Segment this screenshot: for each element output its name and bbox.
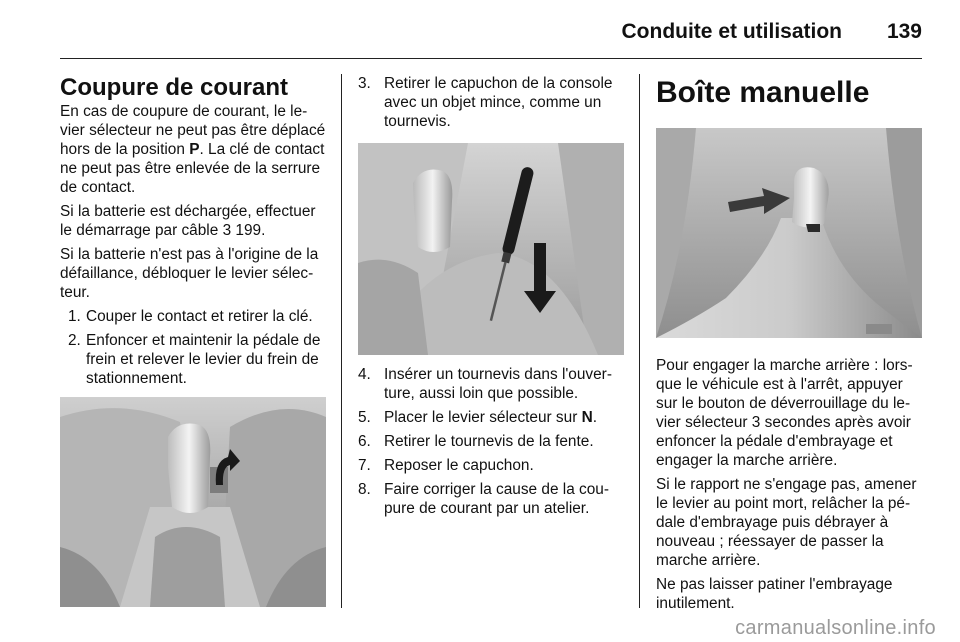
paragraph: En cas de coupure de courant, le levier sélecteur ne peut pas être déplacé hors de la position P. La clé de contact ne peut pas être enlevée de la serrure de contact.: [60, 103, 326, 196]
list-item: 7. Reposer le capuchon.: [358, 457, 534, 474]
column-divider: [639, 74, 640, 608]
list-item: 2. Enfoncer et maintenir la pédale de frein et relever le levier du frein de stationnement.: [68, 332, 321, 387]
header-rule: [60, 58, 922, 59]
section-heading-power-failure: Coupure de courant: [60, 74, 289, 101]
manual-gear-lever-photo: [656, 128, 922, 338]
paragraph: Ne pas laisser patiner l'embrayage inutilement.: [656, 576, 893, 612]
list-item: 6. Retirer le tournevis de la fente.: [358, 433, 594, 450]
list-item: 3. Retirer le capuchon de la console avec un objet mince, comme un tournevis.: [358, 75, 613, 130]
header-title: Conduite et utilisation: [621, 20, 842, 43]
paragraph: Si le rapport ne s'engage pas, amener le levier au point mort, relâcher la pédale d'embrayage puis débrayer à nouveau ; réessayer de passer la marche arrière.: [656, 476, 917, 569]
column-3: [656, 74, 922, 618]
list-item: 4. Insérer un tournevis dans l'ouverture, aussi loin que possible.: [358, 366, 612, 402]
paragraph: Si la batterie n'est pas à l'origine de la défaillance, débloquer le levier sélecteur.: [60, 246, 319, 301]
list-item: 1. Couper le contact et retirer la clé.: [68, 308, 313, 325]
paragraph: Pour engager la marche arrière : lorsque le véhicule est à l'arrêt, appuyer sur le bouton de déverrouillage du levier sélecteur 3 secondes après avoir enfoncer la pédale d'embrayage et engager la marche arrière.: [656, 357, 913, 469]
step-list: [358, 74, 624, 131]
column-2: [358, 74, 624, 523]
page-header: [0, 0, 960, 60]
gear-lever-photo: [60, 397, 326, 607]
section-heading-manual-gearbox: Boîte manuelle: [656, 76, 870, 109]
column-divider: [341, 74, 342, 608]
step-list: [60, 307, 326, 388]
page-number: 139: [886, 20, 922, 43]
column-1: [60, 74, 326, 607]
page-reference-link[interactable]: 3 199.: [222, 222, 266, 239]
list-item: 8. Faire corriger la cause de la coupure de courant par un atelier.: [358, 481, 609, 517]
watermark: carmanualsonline.info: [735, 617, 936, 639]
list-item: 5. Placer le levier sélecteur sur N.: [358, 409, 597, 426]
paragraph: Si la batterie est déchargée, effectuer le démarrage par câble 3 199.: [60, 203, 316, 239]
step-list: [358, 365, 624, 518]
screwdriver-console-photo: [358, 143, 624, 355]
